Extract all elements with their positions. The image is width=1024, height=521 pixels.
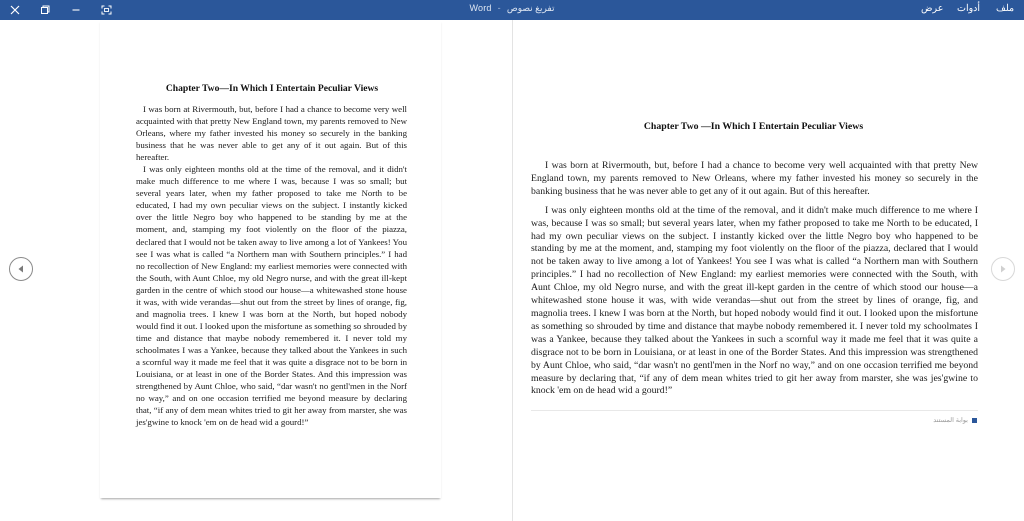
right-paragraph-2: I was only eighteen months old at the time of the removal, and it didn't make much difference to me where I was, because I was so small; but several years later, when my father proposed to take me North to be educated, I had my own peculiar views on the subject. I instantly kicked over the little Negro boy who happened to be standing by me at the moment, and, stamping my foot violently on the floor of the piazza, declared that I would not be taken away to live among a lot of Yankees! You see I was what is called “a Northern man with Southern principles.” I had no recollection of New England: my earliest memories were connected with the South, with Aunt Chloe, my old Negro nurse, and with the great ill-kept garden in the centre of which stood our house—a whitewashed stone house it was, with wide verandas—shut out from the street by lines of orange, fig, and magnolia trees. I knew I was born at the North, but hoped nobody would find it out. I looked upon the misfortune as something so shrouded by time and distance that maybe nobody remembered it. I never told my schoolmates I was a Yankee, because they talked about the Yankees in such a scornful way it made me feel that it was quite a disgrace not to be born in Louisiana, or at least in one of the Border States. And this impression was strengthened by Aunt Chloe, who said, “dar wasn't no gentl'men in the Norf no way,” and on one occasion terrified me beyond measure by declaring that, “if any of dem mean whites tried to git her away from marster, she was jes'gwine to knock 'em on de head wid a gourd!” (531, 204, 978, 397)
document-title: تفريغ نصوص (506, 3, 555, 13)
right-chapter-title: Chapter Two —In Which I Entertain Peculiar Views (643, 121, 864, 132)
footer-watermark (933, 416, 977, 424)
app-name: Word (469, 3, 492, 13)
left-chapter-title: Chapter Two—In Which I Entertain Peculiar Views (165, 83, 379, 94)
right-page-body (531, 160, 978, 398)
menu-tools[interactable]: أدوات (957, 3, 981, 14)
left-paragraph-2: I was only eighteen months old at the time of the removal, and it didn't make much difference to me where I was, because I was so small; but several years later, when my father proposed to take me North to be educated, I had my own peculiar views on the subject. I instantly kicked over the little Negro boy who happened to be standing by me at the moment, and, stamping my foot violently on the floor of the piazza, declared that I would not be taken away to live among a lot of Yankees! You see I was what is called “a Northern man with Southern principles.” I had no recollection of New England: my earliest memories were connected with the South, with Aunt Chloe, my old Negro nurse, and with the great ill-kept garden in the centre of which stood our house—a whitewashed stone house it was, with wide verandas—shut out from the street by lines of orange, fig, and magnolia trees. I knew I was born at the North, but hoped nobody would find it out. I looked upon the misfortune as something so shrouded by time and distance that maybe nobody remembered it. I never told my schoolmates I was a Yankee, because they talked about the Yankees in such a scornful way it made me feel that it was quite a disgrace not to be born in Louisiana, or at least in one of the Border States. And this impression was strengthened by Aunt Chloe, who said, “dar wasn't no gentl'men in the Norf no way,” and on one occasion terrified me beyond measure by declaring that, “if any of dem mean whites tried to git her away from marster, she was jes'gwine to knock 'em on de head wid a gourd!” (136, 164, 407, 428)
right-page (513, 20, 1024, 521)
chevron-left-icon (16, 264, 26, 274)
footer-label: بوابة المستند (933, 417, 968, 424)
left-page-body (136, 103, 407, 428)
menu-file[interactable]: ملف (996, 3, 1015, 14)
previous-page-button[interactable] (9, 257, 33, 281)
left-paragraph-1: I was born at Rivermouth, but, before I had a chance to become very well acquainted with that pretty New England town, my parents removed to New Orleans, where my father invested his money so securely in the banking business that he was never able to get any of it out again. But of this hereafter. (136, 104, 407, 163)
window-title (0, 3, 1024, 14)
title-separator: - (497, 3, 501, 13)
left-page (100, 20, 441, 498)
title-bar (0, 0, 1024, 20)
right-paragraph-1: I was born at Rivermouth, but, before I had a chance to become very well acquainted with that pretty New England town, my parents removed to New Orleans, where my father invested his money so securely in the banking business that he was never able to get any of it out again. But of this hereafter. (531, 160, 978, 197)
next-page-button[interactable] (991, 257, 1015, 281)
square-icon (972, 418, 977, 423)
document-viewer (0, 20, 1024, 521)
footer-divider (531, 410, 978, 411)
menu-view[interactable]: عرض (921, 3, 944, 14)
chevron-right-icon (998, 264, 1008, 274)
